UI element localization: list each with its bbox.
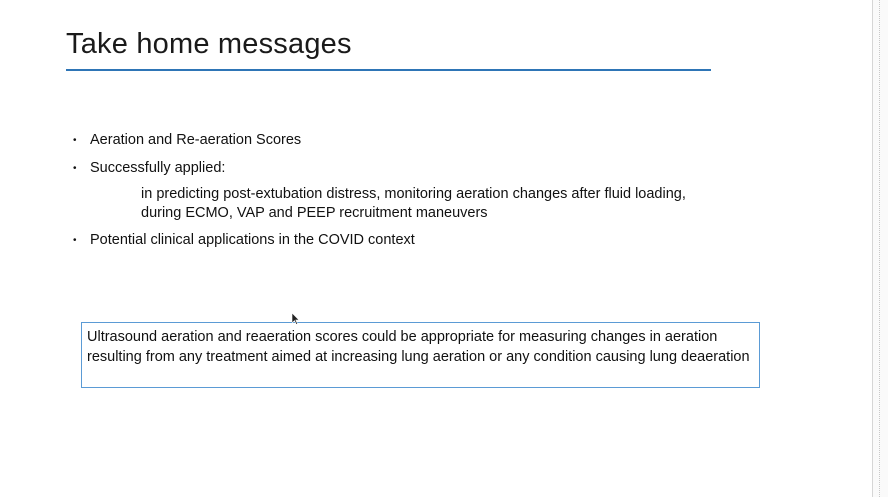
bullet-marker: • [73,235,77,246]
callout-box: Ultrasound aeration and reaeration scores could be appropriate for measuring changes in aeration resulting from any treatment aimed at increasing lung aeration or any condition causing lung deaeration [81,322,760,388]
sub-text-block [141,185,686,223]
panel-divider [879,0,880,497]
bullet-marker: • [73,135,77,146]
right-edge-panel [872,0,888,497]
bullet-text: Aeration and Re-aeration Scores [90,132,302,148]
bullet-text: Successfully applied: [90,160,226,176]
slide-title: Take home messages [66,28,352,60]
title-underline [66,69,711,71]
bullet-item [73,159,225,178]
sub-line: in predicting post-extubation distress, monitoring aeration changes after fluid loading, [141,186,686,202]
bullet-marker: • [73,163,77,174]
bullet-item [73,131,301,150]
bullet-text: Potential clinical applications in the COVID context [90,232,415,248]
sub-line: during ECMO, VAP and PEEP recruitment maneuvers [141,205,488,221]
mouse-pointer-icon [292,313,300,325]
bullet-item [73,231,415,250]
